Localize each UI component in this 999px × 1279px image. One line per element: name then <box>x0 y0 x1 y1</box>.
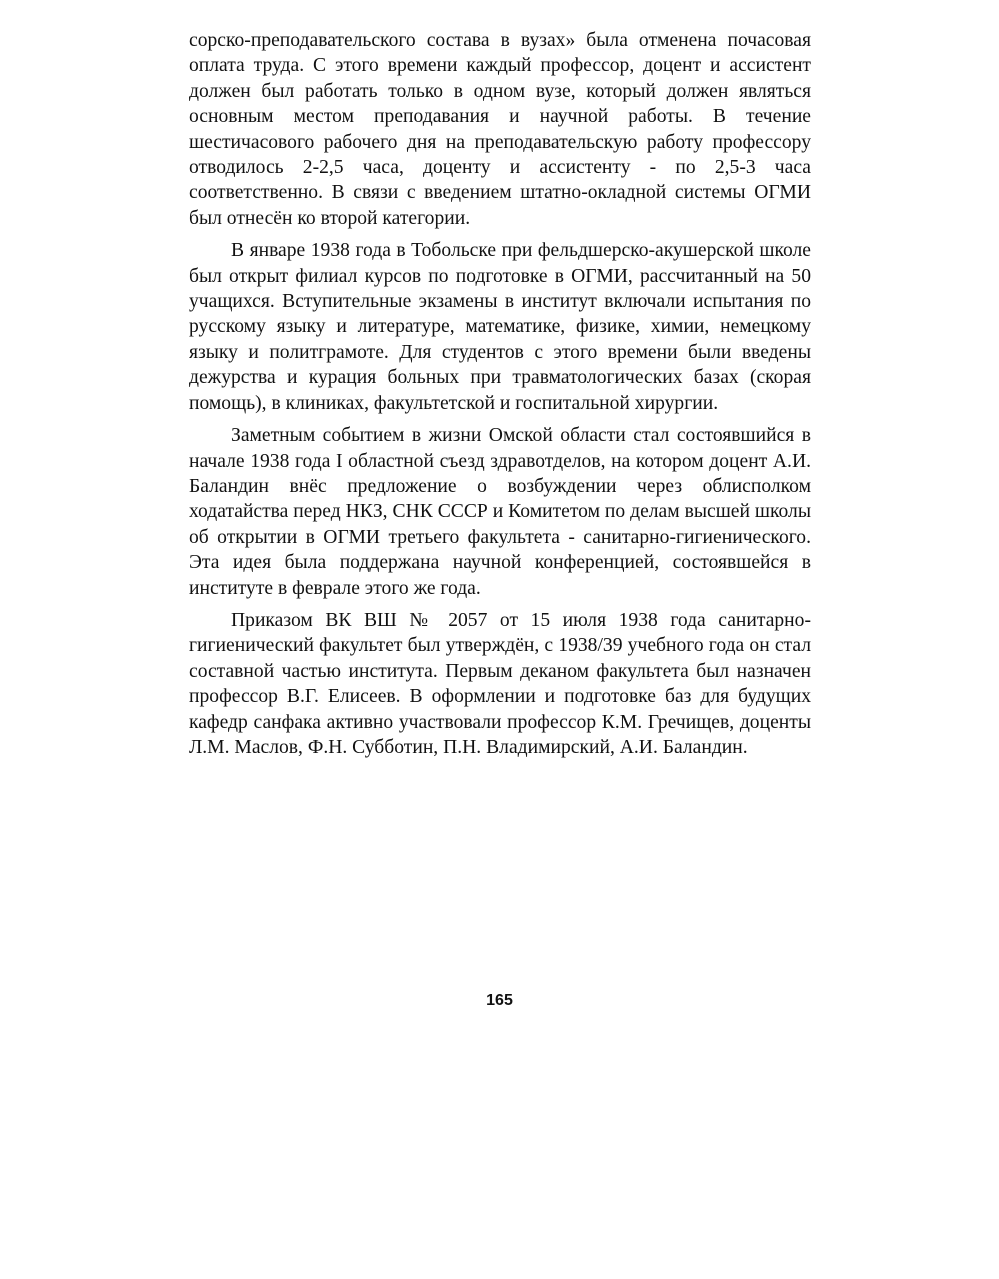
paragraph-2: В январе 1938 года в Тобольске при фельдшерско-акушерской школе был открыт филиал курсов по подготовке в ОГМИ, рассчитанный на 50 учащихся. Вступительные экзамены в институт включали испытания по русскому языку и литературе, математике, физике, химии, немецкому языку и политграмоте. Для студентов с этого времени были введены дежурства и курация больных при травматологических базах (скорая помощь), в клиниках, факультетской и госпитальной хирургии. <box>189 240 811 414</box>
page-number: 165 <box>486 992 513 1009</box>
paragraph-3: Заметным событием в жизни Омской области стал состоявшийся в начале 1938 года I областной съезд здравотделов, на котором доцент А.И. Баландин внёс предложение о возбуждении через облисполком ходатайства перед НКЗ, СНК СССР и Комитетом по делам высшей школы об открытии в ОГМИ третьего факультета - санитарно-гигиенического. Эта идея была поддержана научной конференцией, состоявшейся в институте в феврале этого же года. <box>189 425 811 599</box>
paragraph-4: Приказом ВК ВШ № 2057 от 15 июля 1938 года санитарно-гигиенический факультет был утверждён, с 1938/39 учебного года он стал составной частью института. Первым деканом факультета был назначен профессор В.Г. Елисеев. В оформлении и подготовке баз для будущих кафедр санфака активно участвовали профессор К.М. Гречищев, доценты Л.М. Маслов, Ф.Н. Субботин, П.Н. Владимирский, А.И. Баландин. <box>189 609 811 758</box>
paragraph-1: сорско-преподавательского состава в вузах» была отменена почасовая оплата труда. С этого времени каждый профессор, доцент и ассистент должен был работать только в одном вузе, который должен являться основным местом преподавания и научной работы. В течение шестичасового рабочего дня на преподавательскую работу профессору отводилось 2-2,5 часа, доценту и ассистенту - по 2,5-3 часа соответственно. В связи с введением штатно-окладной системы ОГМИ был отнесён ко второй категории. <box>189 30 811 229</box>
body-text <box>189 28 811 760</box>
